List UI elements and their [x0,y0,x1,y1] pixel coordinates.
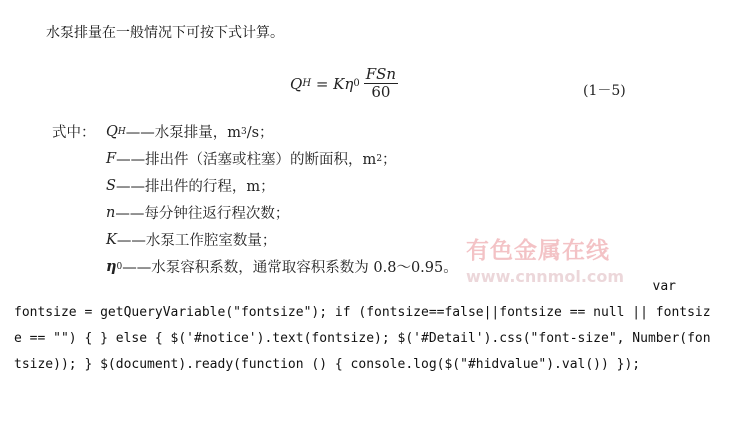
definition-row [52,199,458,226]
formula [290,66,398,101]
definitions-lead: 式中： [52,125,96,141]
def-symbol: Q [106,123,118,140]
definition-row [52,145,458,172]
def-text: ——每分钟往返行程次数； [115,206,290,222]
formula-lhs: Q [290,74,303,93]
definition-row [52,118,458,145]
def-tail: /s； [246,125,274,141]
def-text: ——排出件的行程，m； [115,179,275,195]
def-symbol: η [106,258,117,275]
code-rest: fontsize = getQueryVariable("fontsize"); if (fontsize==false||fontsize == null || fontsize == "") { } else { $('#notice').text(fontsize); $('#Detail').css("font-size", Number(fontsize)); } $(document).ready(function () { console.log($("#hidvalue").val()) }); [14,305,711,372]
def-tail: ； [382,152,397,168]
def-text: ——水泵排量，m [125,125,241,141]
def-text: ——水泵工作腔室数量； [116,233,277,249]
definition-row [52,226,458,253]
intro-text: 水泵排量在一般情况下可按下式计算。 [46,25,284,41]
def-sup: 3 [241,126,247,137]
watermark-name: 有色金属在线 [466,238,610,264]
def-symbol: F [106,150,117,167]
code-first: var [652,279,676,294]
formula-denominator: 60 [371,83,391,101]
def-sub: 0 [116,261,123,272]
def-text: ——排出件（活塞或柱塞）的断面积，m [116,152,377,168]
def-text: ——水泵容积系数，通常取容积系数为 0.8～0.95。 [122,260,458,276]
formula-numerator: FSn [365,65,397,83]
formula-eta-sub: 0 [353,78,360,89]
formula-fraction [364,66,398,101]
formula-eq: = Kη [311,74,354,93]
watermark-url: www.cnnmol.com [466,267,625,286]
definition-row [52,172,458,199]
definitions [52,118,458,280]
formula-lhs-sub: H [302,78,312,89]
def-sub: H [117,126,126,137]
def-symbol: S [106,177,116,194]
def-symbol: n [106,204,116,221]
def-symbol: K [106,231,117,248]
def-sup: 2 [376,153,383,164]
script-leak-text [14,274,714,378]
equation-number: (1－5) [583,83,626,99]
